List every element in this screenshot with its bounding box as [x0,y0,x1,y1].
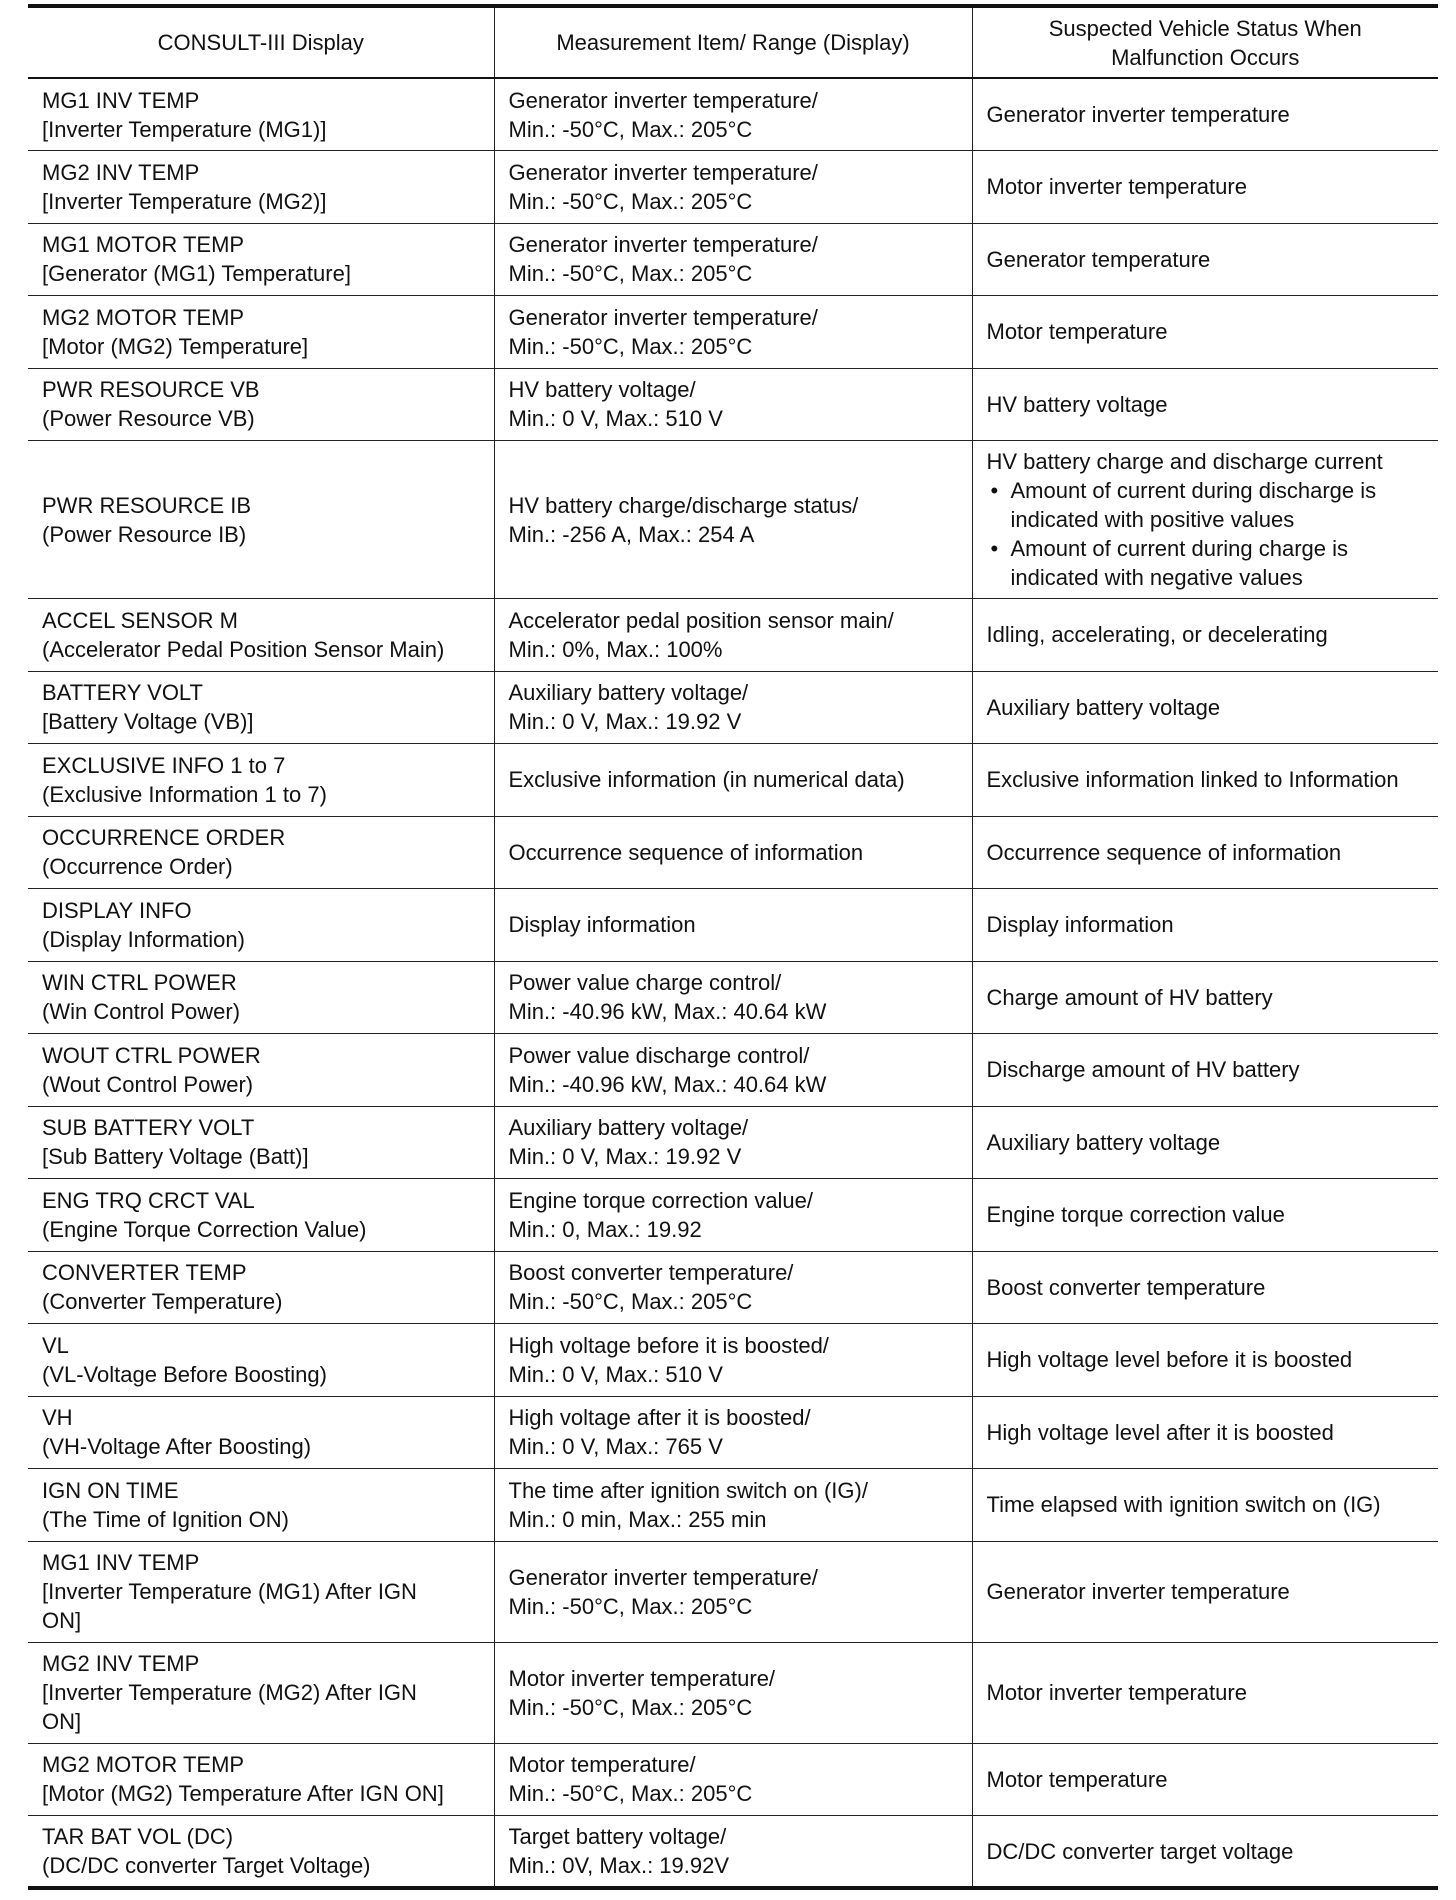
measurement-line: Min.: 0V, Max.: 19.92V [508,1853,730,1878]
display-line: DISPLAY INFO [42,897,192,923]
status-line: Motor inverter temperature [986,174,1247,200]
cell-consult-display [28,441,494,599]
display-line: MG1 INV TEMP [42,1550,200,1575]
measurement-line: HV battery voltage/ [508,377,696,403]
bullet-line: • Amount of current during discharge is [1010,478,1377,503]
measurement-line: Generator inverter temperature/ [508,304,818,330]
table-row [28,816,1438,889]
cell-consult-display [28,223,494,296]
measurement-line: Min.: -256 A, Max.: 254 A [508,521,755,547]
display-line: [Inverter Temperature (MG1) After IGN [42,1579,417,1604]
measurement-line: Motor inverter temperature/ [508,1665,776,1691]
cell-measurement-item [494,816,972,889]
measurement-line: Generator inverter temperature/ [508,87,818,113]
table-body [28,78,1438,1888]
measurement-line: Exclusive information (in numerical data) [508,767,905,793]
status-line: Generator temperature [986,246,1211,272]
table-row [28,1251,1438,1324]
cell-measurement-item [494,1396,972,1469]
measurement-line: Power value charge control/ [508,970,782,996]
cell-suspected-status [972,441,1438,599]
cell-suspected-status [972,78,1438,151]
cell-consult-display [28,296,494,369]
cell-consult-display [28,1251,494,1324]
status-line: Discharge amount of HV battery [986,1057,1300,1083]
table-row [28,1743,1438,1816]
status-line: Exclusive information linked to Information [986,767,1399,793]
status-line: Boost converter temperature [986,1274,1266,1300]
cell-suspected-status [972,599,1438,672]
cell-consult-display [28,1106,494,1179]
measurement-line: Min.: -40.96 kW, Max.: 40.64 kW [508,999,827,1025]
cell-suspected-status [972,1816,1438,1889]
cell-suspected-status [972,671,1438,744]
display-line: PWR RESOURCE IB [42,492,252,518]
cell-measurement-item [494,1324,972,1397]
status-line: Motor temperature [986,319,1168,345]
cell-suspected-status [972,296,1438,369]
display-line: [Inverter Temperature (MG1)] [42,116,327,142]
cell-measurement-item [494,599,972,672]
cell-consult-display [28,1816,494,1889]
cell-suspected-status [972,1034,1438,1107]
measurement-line: Min.: 0 V, Max.: 19.92 V [508,1144,742,1170]
display-line: PWR RESOURCE VB [42,377,260,403]
cell-suspected-status [972,1106,1438,1179]
table-row [28,1106,1438,1179]
display-line: (Display Information) [42,926,245,952]
status-line: Generator inverter temperature [986,102,1290,127]
measurement-line: Min.: 0 min, Max.: 255 min [508,1506,767,1532]
cell-suspected-status [972,1396,1438,1469]
table-row [28,296,1438,369]
cell-measurement-item [494,1179,972,1252]
measurement-line: Boost converter temperature/ [508,1260,794,1286]
measurement-line: Generator inverter temperature/ [508,232,818,258]
cell-measurement-item [494,441,972,599]
header-suspected-status: Suspected Vehicle Status When Malfunction Occurs [972,6,1438,78]
display-line: WIN CTRL POWER [42,970,237,996]
cell-measurement-item [494,1816,972,1889]
table-row [28,1324,1438,1397]
display-line: CONVERTER TEMP [42,1260,247,1286]
display-line: [Motor (MG2) Temperature After IGN ON] [42,1781,444,1807]
display-line: EXCLUSIVE INFO 1 to 7 [42,752,286,778]
measurement-line: Auxiliary battery voltage/ [508,680,749,706]
cell-suspected-status [972,961,1438,1034]
table-row [28,1642,1438,1743]
display-line: [Generator (MG1) Temperature] [42,261,351,287]
display-line: SUB BATTERY VOLT [42,1115,255,1141]
measurement-line: Min.: -50°C, Max.: 205°C [508,188,753,214]
measurement-line: The time after ignition switch on (IG)/ [508,1477,868,1503]
cell-consult-display [28,1179,494,1252]
display-line: (The Time of Ignition ON) [42,1506,289,1532]
measurement-line: Min.: 0 V, Max.: 510 V [508,406,723,432]
cell-measurement-item [494,889,972,962]
display-line: ON] [42,1608,82,1633]
data-monitor-table-container [28,4,1438,1890]
display-line: [Inverter Temperature (MG2) After IGN [42,1680,417,1705]
measurement-line: Target battery voltage/ [508,1824,727,1849]
cell-measurement-item [494,744,972,817]
measurement-line: Accelerator pedal position sensor main/ [508,607,894,633]
display-line: [Sub Battery Voltage (Batt)] [42,1144,309,1170]
header-consult-display: CONSULT-III Display [28,6,494,78]
status-line: Motor inverter temperature [986,1680,1247,1705]
cell-measurement-item [494,1541,972,1642]
measurement-line: High voltage after it is boosted/ [508,1405,811,1431]
display-line: MG2 MOTOR TEMP [42,1752,245,1778]
cell-measurement-item [494,1251,972,1324]
display-line: WOUT CTRL POWER [42,1042,261,1068]
cell-suspected-status [972,368,1438,441]
table-row [28,599,1438,672]
measurement-line: Min.: 0 V, Max.: 510 V [508,1361,723,1387]
table-row [28,1179,1438,1252]
cell-consult-display [28,1541,494,1642]
measurement-line: Engine torque correction value/ [508,1187,814,1213]
cell-consult-display [28,1396,494,1469]
table-row [28,671,1438,744]
measurement-line: Min.: -50°C, Max.: 205°C [508,1289,753,1315]
cell-measurement-item [494,223,972,296]
cell-consult-display [28,961,494,1034]
cell-consult-display [28,1469,494,1542]
table-row [28,1541,1438,1642]
table-row [28,441,1438,599]
cell-suspected-status [972,1541,1438,1642]
display-line: ENG TRQ CRCT VAL [42,1187,255,1213]
cell-suspected-status [972,816,1438,889]
status-line: High voltage level after it is boosted [986,1419,1334,1445]
cell-consult-display [28,599,494,672]
cell-suspected-status [972,1469,1438,1542]
table-row [28,1396,1438,1469]
measurement-line: Min.: -40.96 kW, Max.: 40.64 kW [508,1071,827,1097]
display-line: ON] [42,1709,82,1734]
cell-measurement-item [494,1642,972,1743]
bullet-line: indicated with negative values [1010,565,1303,590]
table-row [28,223,1438,296]
measurement-line: Min.: -50°C, Max.: 205°C [508,1694,753,1720]
header-measurement-item: Measurement Item/ Range (Display) [494,6,972,78]
cell-consult-display [28,368,494,441]
cell-consult-display [28,1642,494,1743]
measurement-line: Min.: -50°C, Max.: 205°C [508,1593,753,1619]
measurement-line: Power value discharge control/ [508,1042,810,1068]
cell-measurement-item [494,671,972,744]
status-line: Display information [986,912,1174,938]
display-line: (Win Control Power) [42,999,241,1025]
display-line: VH [42,1405,73,1431]
measurement-line: Min.: -50°C, Max.: 205°C [508,1781,753,1807]
cell-measurement-item [494,78,972,151]
display-line: (Occurrence Order) [42,854,233,880]
measurement-line: High voltage before it is boosted/ [508,1332,829,1358]
cell-suspected-status [972,1324,1438,1397]
cell-consult-display [28,1034,494,1107]
cell-measurement-item [494,1469,972,1542]
display-line: TAR BAT VOL (DC) [42,1824,234,1849]
cell-suspected-status [972,151,1438,224]
measurement-line: Auxiliary battery voltage/ [508,1115,749,1141]
table-row [28,961,1438,1034]
display-line: (Converter Temperature) [42,1289,283,1315]
table-row [28,889,1438,962]
cell-measurement-item [494,961,972,1034]
status-line: Engine torque correction value [986,1202,1285,1228]
measurement-line: Min.: 0 V, Max.: 19.92 V [508,709,742,735]
status-line: Auxiliary battery voltage [986,1129,1221,1155]
table-row [28,78,1438,151]
cell-measurement-item [494,368,972,441]
status-bullet-item [987,476,1425,534]
cell-measurement-item [494,1034,972,1107]
cell-consult-display [28,671,494,744]
cell-suspected-status [972,1743,1438,1816]
display-line: [Inverter Temperature (MG2)] [42,188,327,214]
status-line: Generator inverter temperature [986,1579,1290,1604]
table-row [28,744,1438,817]
cell-consult-display [28,889,494,962]
status-line: Occurrence sequence of information [986,839,1342,865]
measurement-line: Display information [508,912,696,938]
status-line: Motor temperature [986,1766,1168,1792]
table-row [28,368,1438,441]
display-line: [Motor (MG2) Temperature] [42,333,309,359]
measurement-line: Min.: -50°C, Max.: 205°C [508,333,753,359]
measurement-line: Min.: -50°C, Max.: 205°C [508,116,753,142]
status-line: DC/DC converter target voltage [986,1838,1294,1864]
data-monitor-table [28,4,1438,1890]
cell-measurement-item [494,1106,972,1179]
display-line: (Power Resource IB) [42,521,247,547]
table-row [28,1816,1438,1889]
status-line: HV battery voltage [986,391,1168,417]
display-line: VL [42,1332,69,1358]
status-line: Idling, accelerating, or decelerating [986,622,1328,648]
display-line: IGN ON TIME [42,1477,179,1503]
status-line: Auxiliary battery voltage [986,694,1221,720]
cell-suspected-status [972,889,1438,962]
display-line: (VH-Voltage After Boosting) [42,1434,312,1460]
status-line: Charge amount of HV battery [986,984,1273,1010]
bullet-line: indicated with positive values [1010,507,1295,532]
measurement-line: HV battery charge/discharge status/ [508,492,859,518]
display-line: OCCURRENCE ORDER [42,825,286,851]
cell-consult-display [28,78,494,151]
cell-measurement-item [494,1743,972,1816]
bullet-line: • Amount of current during charge is [1010,536,1349,561]
display-line: MG2 MOTOR TEMP [42,304,245,330]
table-row [28,1469,1438,1542]
cell-consult-display [28,816,494,889]
display-line: MG1 MOTOR TEMP [42,232,245,258]
measurement-line: Generator inverter temperature/ [508,159,818,185]
cell-measurement-item [494,296,972,369]
display-line: MG2 INV TEMP [42,1651,200,1676]
status-bullet-item [987,534,1425,592]
display-line: (Accelerator Pedal Position Sensor Main) [42,636,445,662]
display-line: (Engine Torque Correction Value) [42,1216,367,1242]
display-line: (VL-Voltage Before Boosting) [42,1361,327,1387]
display-line: BATTERY VOLT [42,680,203,706]
cell-consult-display [28,151,494,224]
table-row [28,151,1438,224]
measurement-line: Occurrence sequence of information [508,839,864,865]
display-line: (DC/DC converter Target Voltage) [42,1853,371,1878]
display-line: [Battery Voltage (VB)] [42,709,254,735]
cell-measurement-item [494,151,972,224]
display-line: ACCEL SENSOR M [42,607,239,633]
cell-suspected-status [972,1179,1438,1252]
cell-consult-display [28,1743,494,1816]
display-line: (Wout Control Power) [42,1071,254,1097]
status-bullet-list [987,476,1425,592]
status-line: Time elapsed with ignition switch on (IG) [986,1492,1381,1518]
display-line: (Exclusive Information 1 to 7) [42,781,327,807]
display-line: MG1 INV TEMP [42,87,200,113]
status-line: High voltage level before it is boosted [986,1347,1353,1373]
cell-consult-display [28,744,494,817]
measurement-line: Min.: 0 V, Max.: 765 V [508,1434,723,1460]
table-header-row [28,6,1438,78]
cell-consult-display [28,1324,494,1397]
display-line: (Power Resource VB) [42,406,255,432]
cell-suspected-status [972,1642,1438,1743]
cell-suspected-status [972,744,1438,817]
table-row [28,1034,1438,1107]
measurement-line: Min.: 0%, Max.: 100% [508,636,723,662]
measurement-line: Min.: -50°C, Max.: 205°C [508,261,753,287]
cell-suspected-status [972,1251,1438,1324]
measurement-line: Min.: 0, Max.: 19.92 [508,1216,702,1242]
status-line: HV battery charge and discharge current [986,449,1383,474]
measurement-line: Generator inverter temperature/ [508,1564,818,1590]
cell-suspected-status [972,223,1438,296]
measurement-line: Motor temperature/ [508,1752,696,1778]
display-line: MG2 INV TEMP [42,159,200,185]
